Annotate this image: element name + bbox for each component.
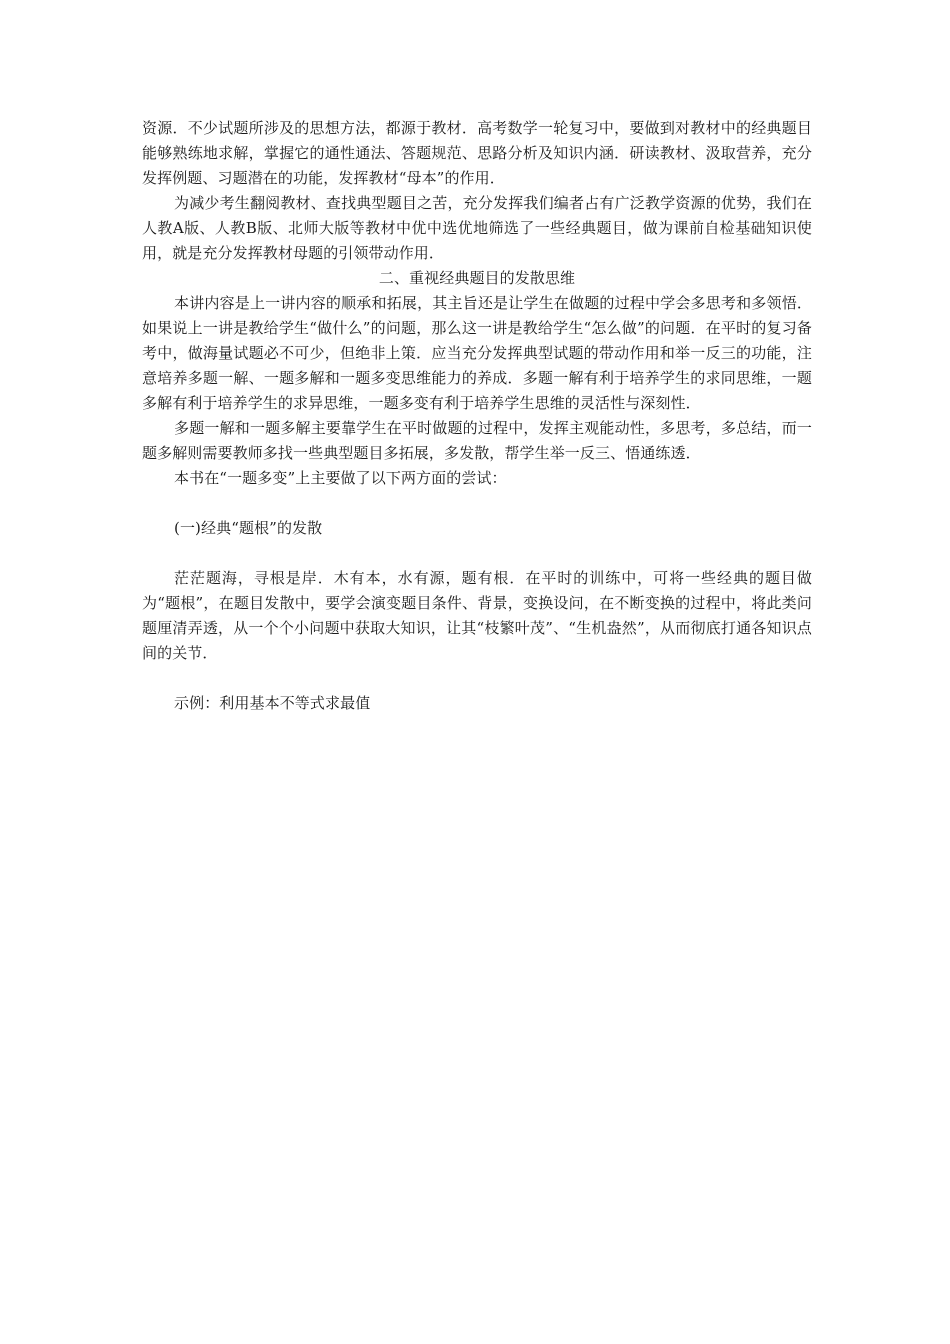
paragraph-continuation: 资源．不少试题所涉及的思想方法，都源于教材．高考数学一轮复习中，要做到对教材中的经典题目能够熟练地求解，掌握它的通性通法、答题规范、思路分析及知识内涵．研读教材、汲取营养，充分发挥例题、习题潜在的功能，发挥教材“母本”的作用． [142,119,812,187]
example-label: 示例：利用基本不等式求最值 [174,694,371,712]
paragraph-book-attempts: 本书在“一题多变”上主要做了以下两方面的尝试： [174,469,507,487]
paragraph-multiple-solutions: 多题一解和一题多解主要靠学生在平时做题的过程中，发挥主观能动性，多思考，多总结，而一题多解则需要教师多找一些典型题目多拓展，多发散，帮学生举一反三、悟通练透． [142,419,812,462]
paragraph-lecture-extension: 本讲内容是上一讲内容的顺承和拓展，其主旨还是让学生在做题的过程中学会多思考和多领悟．如果说上一讲是教给学生“做什么”的问题，那么这一讲是教给学生“怎么做”的问题．在平时的复习备考中，做海量试题必不可少，但绝非上策．应当充分发挥典型试题的带动作用和举一反三的功能，注意培养多题一解、一题多解和一题多变思维能力的养成．多题一解有利于培养学生的求同思维，一题多解有利于培养学生的求异思维，一题多变有利于培养学生思维的灵活性与深刻性． [142,294,812,412]
paragraph-textbook-selection: 为减少考生翻阅教材、查找典型题目之苦，充分发挥我们编者占有广泛教学资源的优势，我们在人教A版、人教B版、北师大版等教材中优中选优地筛选了一些经典题目，做为课前自检基础知识使用，就是充分发挥教材母题的引领带动作用． [142,194,812,262]
document-body [142,116,812,716]
subheading-classic-root: (一)经典“题根”的发散 [174,519,323,537]
section-heading-divergent-thinking: 二、重视经典题目的发散思维 [378,269,576,287]
paragraph-question-root: 茫茫题海，寻根是岸．木有本，水有源，题有根．在平时的训练中，可将一些经典的题目做为“题根”，在题目发散中，要学会演变题目条件、背景，变换设问，在不断变换的过程中，将此类问题厘清弄透，从一个个小问题中获取大知识，让其“枝繁叶茂”、“生机盎然”，从而彻底打通各知识点间的关节． [142,569,812,662]
